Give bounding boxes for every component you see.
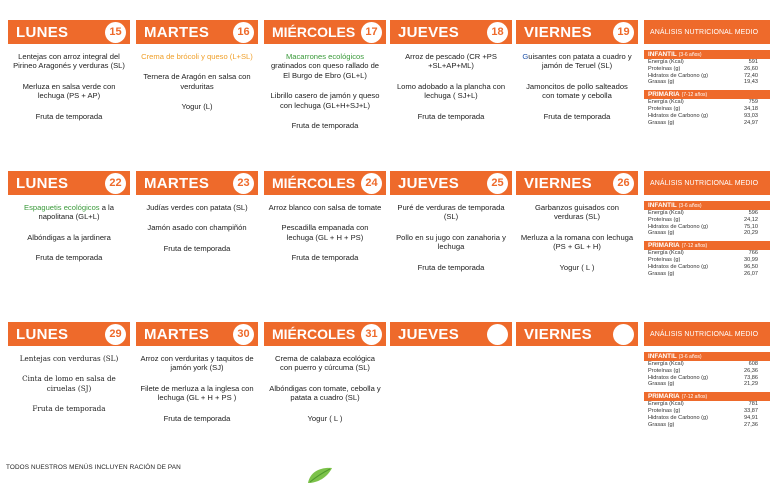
- nutrient-value: 94,91: [744, 414, 758, 421]
- nutrient-value: 24,12: [744, 216, 758, 223]
- nutrition-group-infantil: [644, 352, 770, 388]
- nutrient-name: Hidratos de Carbono (g): [648, 112, 709, 119]
- dish-dessert: Fruta de temporada: [291, 121, 359, 131]
- day-name: LUNES: [16, 174, 69, 192]
- nutrient-value: 34,18: [744, 105, 758, 112]
- nutrition-group-primaria: [644, 241, 770, 277]
- dish-first: Crema de calabaza ecológica con puerro y cúrcuma (SL): [274, 354, 376, 373]
- nutrient-name: Proteínas (g): [648, 407, 681, 414]
- group-label: PRIMARIA: [648, 91, 680, 99]
- day-name: LUNES: [16, 23, 69, 41]
- group-label: INFANTIL: [648, 51, 677, 58]
- nutrition-row: [644, 250, 770, 257]
- nutrient-name: Hidratos de Carbono (g): [648, 374, 709, 381]
- dish-first: Garbanzos guisados con verduras (SL): [534, 203, 619, 222]
- day-header: [264, 322, 386, 346]
- day-column-lunes: [8, 322, 130, 425]
- nutrient-value: 24,97: [744, 119, 758, 126]
- dish-second: Ternera de Aragón en salsa con verduritas: [143, 72, 251, 91]
- nutrition-row: [644, 375, 770, 382]
- nutrient-name: Hidratos de Carbono (g): [648, 72, 709, 79]
- nutrition-group-infantil: [644, 201, 770, 237]
- dish-dessert: Yogur ( L ): [559, 262, 595, 272]
- nutrition-row: [644, 271, 770, 278]
- day-header: [516, 20, 638, 44]
- dish-first: Judías verdes con patata (SL): [146, 203, 248, 212]
- nutrition-row: [644, 368, 770, 375]
- day-column-viernes: [516, 171, 638, 283]
- nutrient-name: Energía (Kcal): [648, 210, 684, 216]
- nutrient-name: Grasas (g): [648, 381, 675, 388]
- dish-second: Merluza en salsa verde con lechuga (PS + AP): [22, 81, 116, 101]
- nutrition-title: ANÁLISIS NUTRICIONAL MEDIO: [644, 171, 770, 195]
- dish-second: Albóndigas con tomate, cebolla y patata a cuadro (SL): [269, 383, 381, 403]
- day-name: JUEVES: [398, 23, 459, 41]
- day-column-miercoles: [264, 322, 386, 434]
- group-age: (3-6 años): [678, 353, 702, 360]
- nutrition-row: [644, 264, 770, 271]
- day-name: JUEVES: [398, 174, 459, 192]
- day-header: [390, 171, 512, 195]
- nutrient-value: 26,36: [744, 367, 758, 374]
- nutrition-panel: [644, 20, 770, 130]
- nutrient-value: 608: [748, 361, 758, 367]
- nutrient-name: Energía (Kcal): [648, 99, 684, 106]
- nutrition-row: [644, 73, 770, 80]
- dish-first: Crema de brócoli y queso (L+SL): [141, 52, 253, 61]
- day-name: VIERNES: [524, 23, 592, 41]
- day-header: [264, 171, 386, 195]
- nutrient-name: Energía (Kcal): [648, 361, 684, 367]
- nutrition-row: [644, 210, 770, 217]
- day-number: 29: [105, 324, 126, 345]
- nutrition-row: [644, 217, 770, 224]
- day-header: [516, 322, 638, 346]
- nutrient-name: Proteínas (g): [648, 65, 681, 72]
- nutrition-row: [644, 113, 770, 120]
- dish-dessert: Fruta de temporada: [163, 413, 231, 423]
- nutrition-row: [644, 66, 770, 73]
- day-number: 17: [361, 22, 382, 43]
- nutrient-value: 19,43: [744, 79, 758, 86]
- nutrient-value: 20,29: [744, 230, 758, 237]
- nutrition-row: [644, 120, 770, 127]
- dish-second: Cinta de lomo en salsa de ciruelas (SJ): [22, 374, 116, 393]
- nutrition-row: [644, 79, 770, 86]
- day-column-lunes: [8, 171, 130, 274]
- dish-first: Puré de verduras de temporada (SL): [397, 203, 505, 222]
- day-header: [390, 322, 512, 346]
- day-column-viernes: [516, 20, 638, 132]
- nutrition-group-header: [644, 50, 770, 59]
- nutrient-name: Proteínas (g): [648, 367, 681, 374]
- day-column-martes: [136, 171, 258, 264]
- nutrition-panel: [644, 322, 770, 432]
- nutrient-name: Grasas (g): [648, 421, 675, 428]
- nutrient-name: Hidratos de Carbono (g): [648, 223, 709, 230]
- dish-second: Jamoncitos de pollo salteados con tomate y cebolla: [526, 81, 628, 101]
- nutrition-row: [644, 224, 770, 231]
- nutrient-value: 96,50: [744, 263, 758, 270]
- day-header: [136, 20, 258, 44]
- day-name: MARTES: [144, 174, 210, 192]
- dish-dessert: Fruta de temporada: [417, 111, 485, 121]
- group-age: (7-12 años): [681, 91, 708, 98]
- dish-second: Pollo en su jugo con zanahoria y lechuga: [396, 232, 506, 252]
- nutrient-value: 591: [748, 59, 758, 65]
- dish-second: Albóndigas a la jardinera: [27, 232, 111, 242]
- nutrition-row: [644, 257, 770, 264]
- nutrition-group-header: [644, 241, 770, 250]
- dish-dessert: Fruta de temporada: [35, 253, 103, 263]
- nutrition-row: [644, 230, 770, 237]
- nutrient-name: Energía (Kcal): [648, 250, 684, 257]
- nutrition-group-infantil: [644, 50, 770, 86]
- nutrition-row: [644, 99, 770, 106]
- nutrition-row: [644, 361, 770, 368]
- day-name: VIERNES: [524, 174, 592, 192]
- nutrient-name: Proteínas (g): [648, 256, 681, 263]
- nutrition-row: [644, 59, 770, 66]
- day-column-miercoles: [264, 171, 386, 274]
- nutrient-value: 93,03: [744, 112, 758, 119]
- day-number: 16: [233, 22, 254, 43]
- day-name: LUNES: [16, 325, 69, 343]
- group-label: PRIMARIA: [648, 242, 680, 250]
- footer-note: TODOS NUESTROS MENÚS INCLUYEN RACIÓN DE PAN: [6, 464, 181, 471]
- nutrient-name: Grasas (g): [648, 230, 675, 237]
- dish-second: Pescadilla empanada con lechuga (GL + H + PS): [281, 223, 369, 242]
- nutrient-value: 72,40: [744, 72, 758, 79]
- day-header: [136, 322, 258, 346]
- dish-second: Librillo casero de jamón y queso con lechuga (GL+H+SJ+L): [270, 91, 380, 110]
- group-label: INFANTIL: [648, 202, 677, 209]
- day-number: 25: [487, 173, 508, 194]
- group-age: (7-12 años): [681, 242, 708, 249]
- day-column-viernes: [516, 322, 638, 346]
- nutrient-name: Grasas (g): [648, 119, 675, 126]
- day-number: 23: [233, 173, 254, 194]
- nutrition-group-primaria: [644, 392, 770, 428]
- nutrient-value: 75,10: [744, 223, 758, 230]
- nutrition-group-header: [644, 392, 770, 401]
- day-number: 24: [361, 173, 382, 194]
- day-header: [8, 171, 130, 195]
- dish-dessert: Yogur ( L ): [307, 413, 343, 423]
- nutrient-value: 27,36: [744, 421, 758, 428]
- nutrition-row: [644, 422, 770, 429]
- day-column-jueves: [390, 20, 512, 132]
- day-number-empty: [613, 324, 634, 345]
- day-column-jueves: [390, 171, 512, 283]
- day-header: [390, 20, 512, 44]
- group-label: PRIMARIA: [648, 393, 680, 401]
- nutrient-value: 759: [748, 99, 758, 106]
- dish-first: Arroz con verduritas y taquitos de jamón york (SJ): [140, 354, 254, 373]
- nutrition-row: [644, 401, 770, 408]
- nutrition-title: ANÁLISIS NUTRICIONAL MEDIO: [644, 322, 770, 346]
- dish-dessert: Yogur (L): [181, 102, 213, 112]
- leaf-icon: [306, 466, 334, 483]
- day-name: MARTES: [144, 23, 210, 41]
- dish-dessert: Fruta de temporada: [417, 262, 485, 272]
- day-number: 19: [613, 22, 634, 43]
- dish-second: Merluza a la romana con lechuga (PS + GL + H): [520, 232, 634, 252]
- nutrient-name: Grasas (g): [648, 270, 675, 277]
- day-number: 15: [105, 22, 126, 43]
- nutrition-group-header: [644, 201, 770, 210]
- dish-dessert: Fruta de temporada: [35, 111, 103, 121]
- nutrient-name: Hidratos de Carbono (g): [648, 263, 709, 270]
- day-name: MIÉRCOLES: [272, 24, 356, 40]
- nutrient-name: Proteínas (g): [648, 105, 681, 112]
- day-number-empty: [487, 324, 508, 345]
- nutrient-value: 30,99: [744, 256, 758, 263]
- day-column-martes: [136, 20, 258, 123]
- dish-first: Lentejas con verduras (SL): [19, 354, 119, 363]
- nutrient-name: Energía (Kcal): [648, 401, 684, 408]
- dish-first: [520, 52, 634, 71]
- day-name: MIÉRCOLES: [272, 175, 356, 191]
- nutrition-group-header: [644, 90, 770, 99]
- dish-first: Arroz de pescado (CR +PS +SL+AP+ML): [405, 52, 497, 71]
- dish-dessert: Fruta de temporada: [32, 404, 106, 414]
- nutrient-value: 33,87: [744, 407, 758, 414]
- day-header: [264, 20, 386, 44]
- nutrition-group-primaria: [644, 90, 770, 126]
- day-number: 30: [233, 324, 254, 345]
- group-label: INFANTIL: [648, 353, 677, 360]
- nutrition-row: [644, 408, 770, 415]
- day-name: JUEVES: [398, 325, 459, 343]
- dish-first-rest: gratinados con queso rallado de El Burgo de Ebro (GL+L): [270, 61, 380, 80]
- dish-dessert: Fruta de temporada: [163, 243, 231, 253]
- day-header: [8, 322, 130, 346]
- day-name: MARTES: [144, 325, 210, 343]
- day-column-lunes: [8, 20, 130, 132]
- nutrition-row: [644, 381, 770, 388]
- dish-dessert: Fruta de temporada: [543, 111, 611, 121]
- nutrient-name: Energía (Kcal): [648, 59, 684, 65]
- nutrient-value: 766: [748, 250, 758, 257]
- nutrition-title: ANÁLISIS NUTRICIONAL MEDIO: [644, 20, 770, 44]
- day-header: [136, 171, 258, 195]
- group-age: (3-6 años): [678, 51, 702, 58]
- nutrient-name: Proteínas (g): [648, 216, 681, 223]
- nutrition-row: [644, 415, 770, 422]
- group-age: (3-6 años): [678, 202, 702, 209]
- dish-first: [12, 203, 126, 222]
- dish-first: Arroz blanco con salsa de tomate: [268, 203, 382, 212]
- dish-first-initial: G: [522, 52, 529, 61]
- nutrition-panel: [644, 171, 770, 281]
- dish-first: Lentejas con arroz integral del Pirineo Aragonés y verduras (SL): [13, 52, 125, 71]
- nutrient-value: 26,60: [744, 65, 758, 72]
- dish-second: Filete de merluza a la inglesa con lechuga (GL + H + PS ): [140, 383, 254, 403]
- dish-dessert: Fruta de temporada: [291, 253, 359, 263]
- nutrient-value: 781: [748, 401, 758, 408]
- day-column-martes: [136, 322, 258, 434]
- dish-first-rest: uisantes con patata a cuadro y jamón de Teruel (SL): [528, 52, 632, 71]
- nutrition-group-header: [644, 352, 770, 361]
- day-column-jueves: [390, 322, 512, 346]
- day-column-miercoles: [264, 20, 386, 141]
- day-header: [516, 171, 638, 195]
- eco-label: Espaguetis ecológicos: [24, 203, 100, 212]
- day-number: 18: [487, 22, 508, 43]
- nutrient-name: Hidratos de Carbono (g): [648, 414, 709, 421]
- nutrient-value: 73,86: [744, 374, 758, 381]
- group-age: (7-12 años): [681, 393, 708, 400]
- dish-first-rest: a la napolitana (GL+L): [38, 203, 114, 222]
- dish-first: [268, 52, 382, 80]
- eco-label: Macarrones ecológicos: [285, 52, 365, 61]
- day-number: 22: [105, 173, 126, 194]
- day-name: VIERNES: [524, 325, 592, 343]
- day-name: MIÉRCOLES: [272, 326, 356, 342]
- nutrient-name: Grasas (g): [648, 79, 675, 86]
- dish-second: Jamón asado con champiñón: [147, 223, 247, 233]
- dish-second: Lomo adobado a la plancha con lechuga ( SJ+L): [396, 81, 506, 101]
- nutrition-row: [644, 106, 770, 113]
- nutrient-value: 21,29: [744, 381, 758, 388]
- day-number: 31: [361, 324, 382, 345]
- day-header: [8, 20, 130, 44]
- nutrient-value: 26,07: [744, 270, 758, 277]
- day-number: 26: [613, 173, 634, 194]
- nutrient-value: 596: [748, 210, 758, 216]
